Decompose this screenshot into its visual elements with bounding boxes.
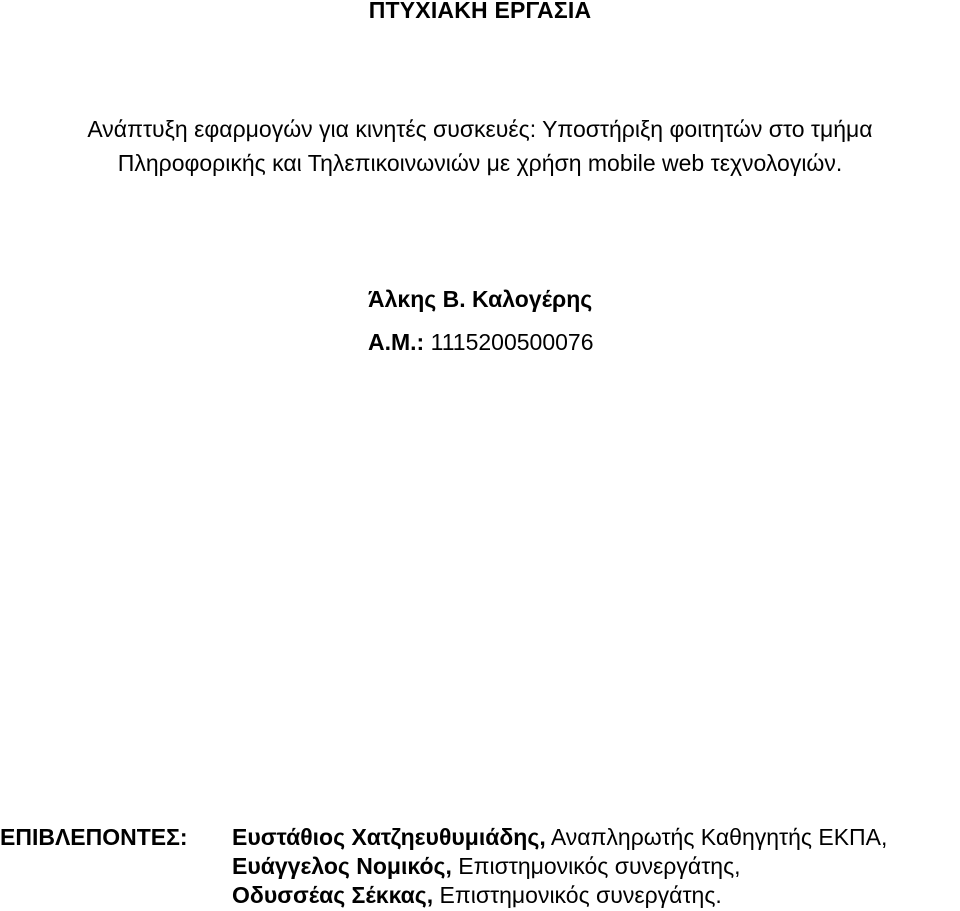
author-block bbox=[368, 286, 594, 356]
subject-line-2: Πληροφορικής και Τηλεπικοινωνιών με χρήση mobile web τεχνολογιών. bbox=[117, 150, 843, 176]
supervisor-name: Ευστάθιος Χατζηευθυμιάδης, bbox=[232, 824, 546, 850]
registration-number bbox=[368, 329, 594, 356]
supervisor-role: Επιστημονικός συνεργάτης. bbox=[439, 882, 722, 908]
thesis-subject bbox=[40, 112, 920, 180]
author-name: Άλκης Β. Καλογέρης bbox=[368, 286, 593, 312]
subject-line-1: Ανάπτυξη εφαρμογών για κινητές συσκευές: Υποστήριξη φοιτητών στο τμήμα bbox=[87, 116, 873, 142]
supervisor-row bbox=[232, 852, 960, 881]
document-heading: ΠΤΥΧΙΑΚΗ ΕΡΓΑΣΙΑ bbox=[368, 0, 592, 23]
supervisor-name: Ευάγγελος Νομικός, bbox=[232, 853, 452, 879]
supervisor-name: Οδυσσέας Σέκκας, bbox=[232, 882, 434, 908]
supervisor-row bbox=[232, 881, 960, 910]
supervisor-role: Αναπληρωτής Καθηγητής ΕΚΠΑ, bbox=[550, 824, 888, 850]
registration-number-label: Α.Μ.: bbox=[368, 329, 425, 355]
registration-number-value: 1115200500076 bbox=[430, 329, 594, 355]
supervisor-role: Επιστημονικός συνεργάτης, bbox=[458, 853, 741, 879]
supervisors-list bbox=[232, 823, 960, 910]
supervisors-label: ΕΠΙΒΛΕΠΟΝΤΕΣ: bbox=[0, 824, 188, 850]
supervisor-row bbox=[232, 823, 960, 852]
